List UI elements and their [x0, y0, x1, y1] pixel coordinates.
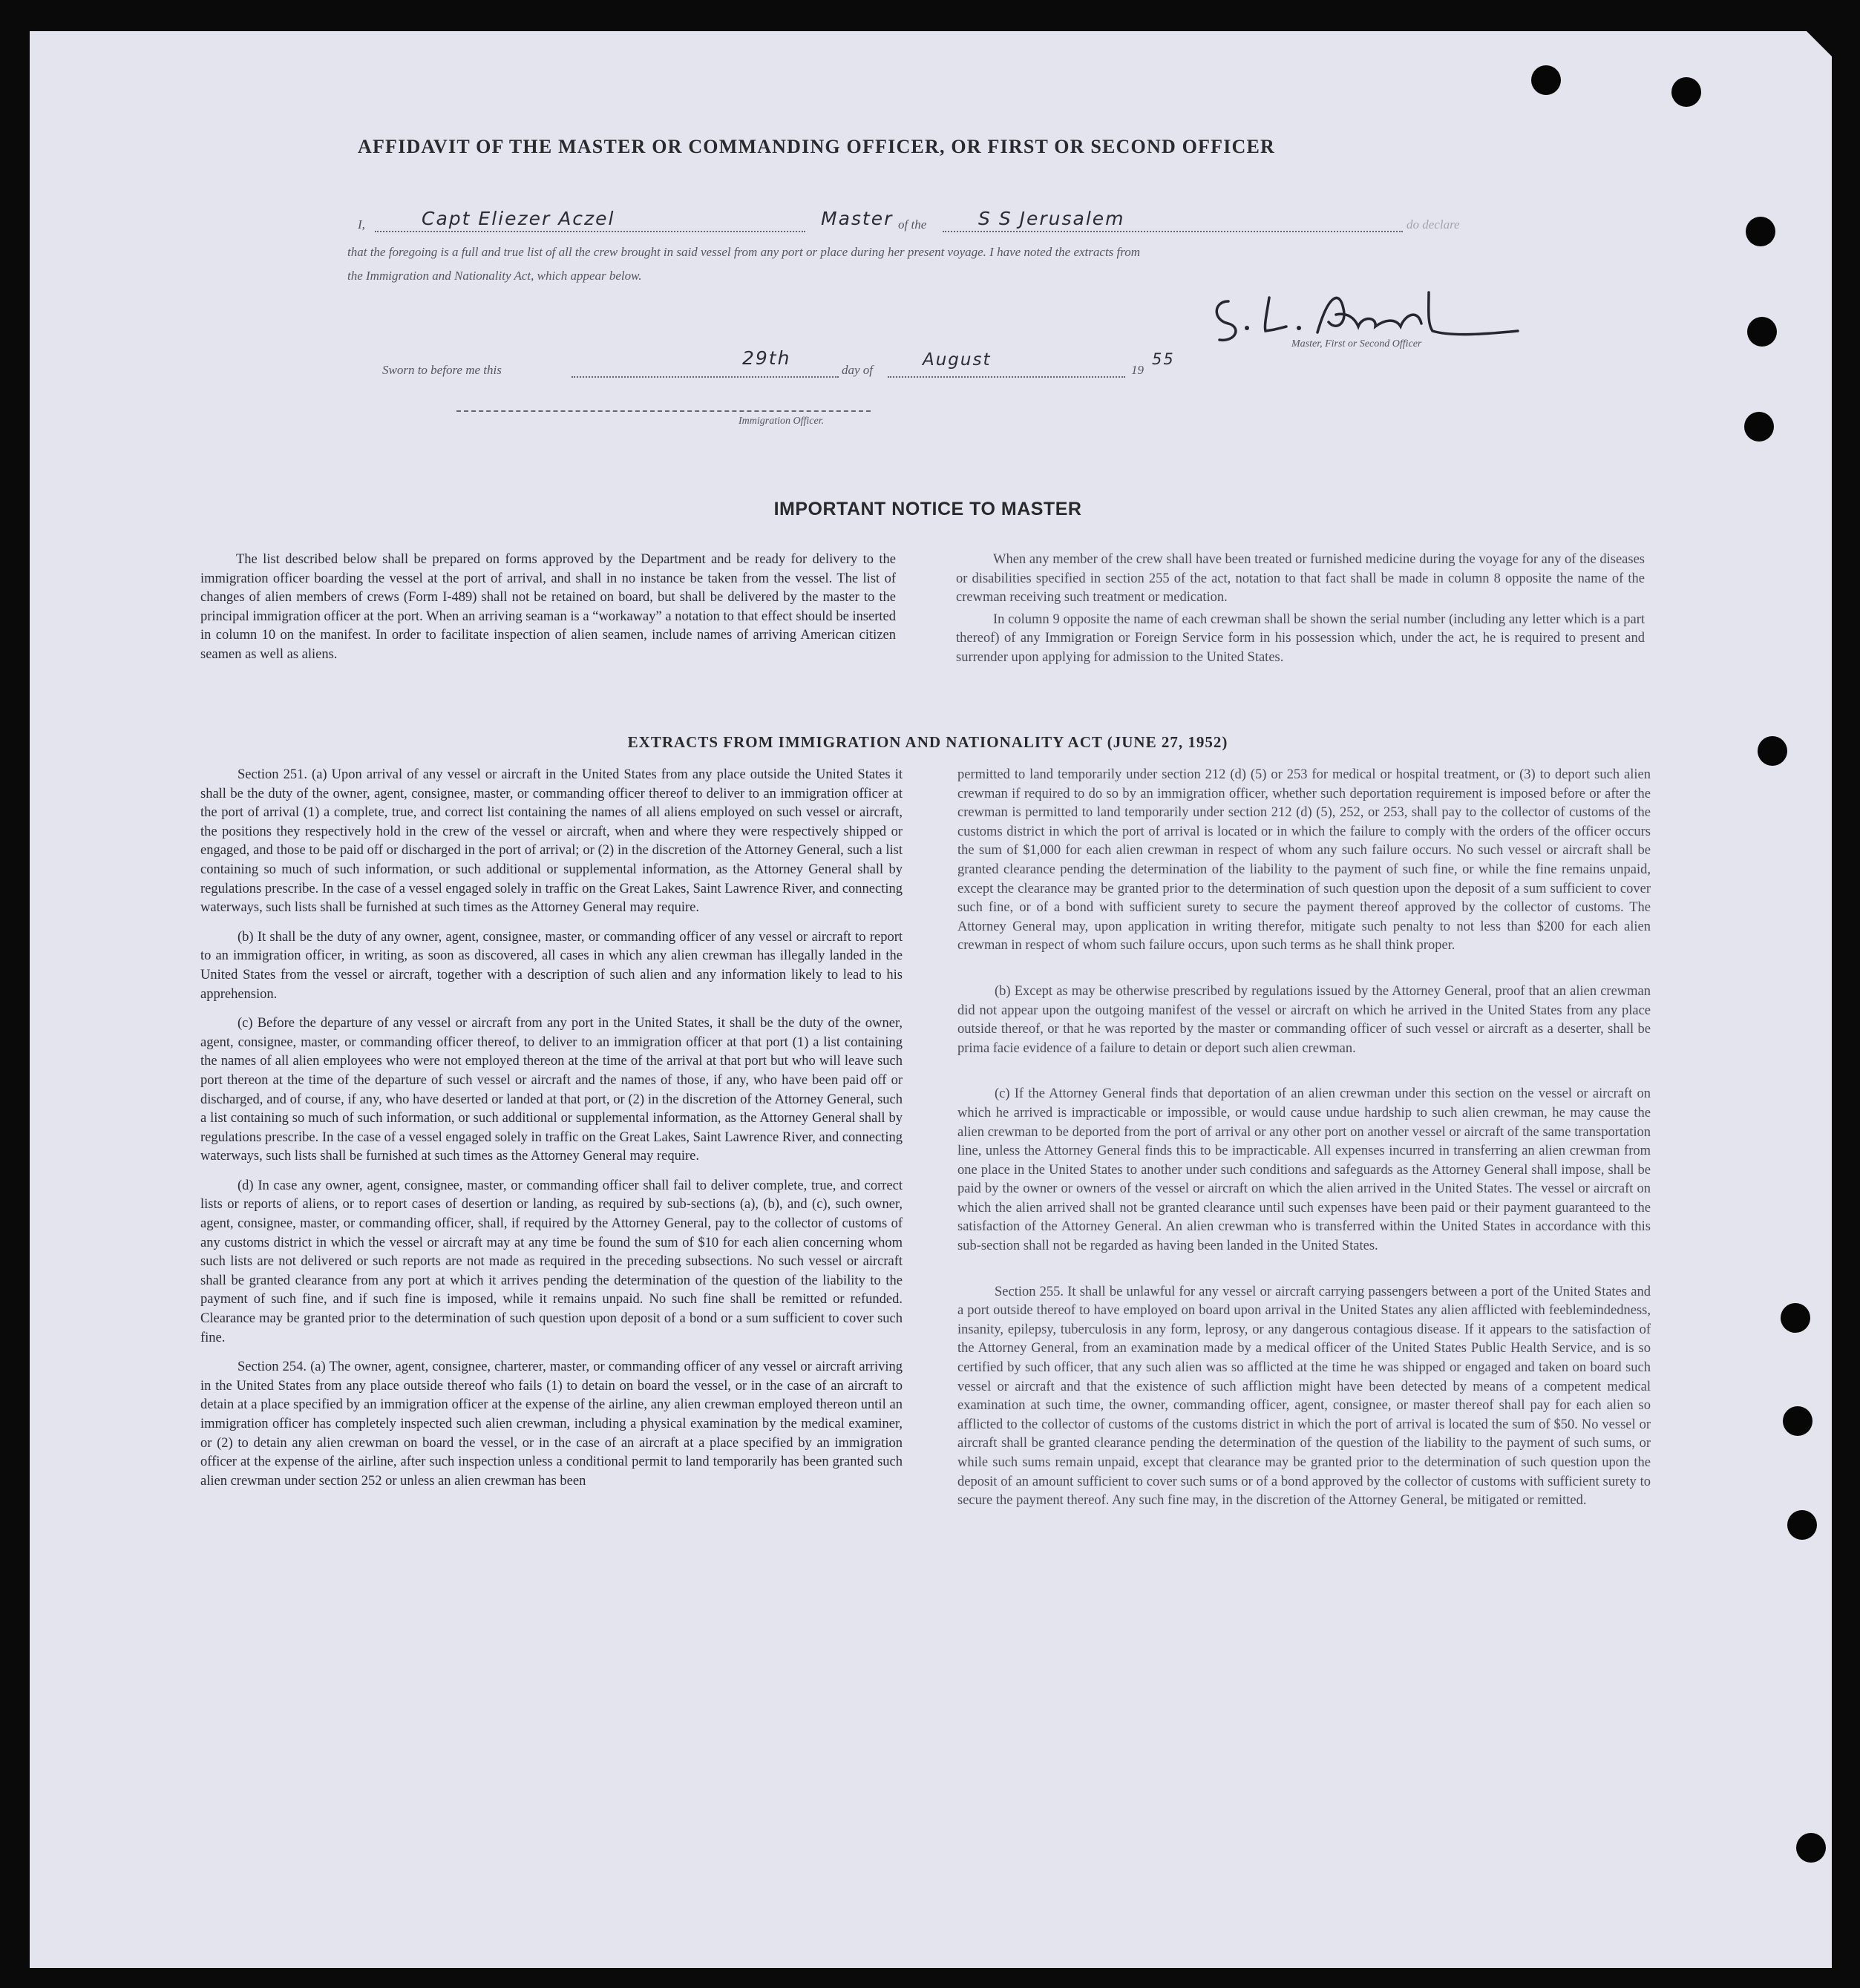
- name-field-line: [375, 231, 805, 232]
- section-251-b: (b) It shall be the duty of any owner, agent, consignee, master, or commanding officer of any vessel or aircraft to report to an immigration officer, in writing, as soon as discovered, all cases in which any alien crewman has illegally landed in the United States from the vessel or aircraft, together with a description of such alien and any information likely to lead to his apprehension.: [200, 929, 903, 1002]
- punch-hole: [1781, 1303, 1810, 1333]
- page-corner-fold: [1807, 31, 1832, 56]
- punch-hole: [1796, 1833, 1826, 1863]
- punch-hole: [1531, 65, 1561, 95]
- sworn-prefix: Sworn to before me this: [382, 363, 502, 377]
- sworn-day-handwritten: 29th: [742, 347, 791, 369]
- immigration-officer-line: [456, 410, 871, 412]
- notice-left-paragraph: The list described below shall be prepared on forms approved by the Department and be ready for delivery to the immigration officer boarding the vessel at the port of arrival, and shall in no instance be taken from the vessel. The list of changes of alien members of crews (Form I-489) shall not be retained on board, but shall be delivered by the master to the principal immigration officer at the port. When an arriving seaman is a “workaway” a notation to that effect should be inserted in column 10 on the manifest. In order to facilitate inspection of alien seamen, include names of arriving American citizen seamen as well as aliens.: [200, 552, 896, 662]
- punch-hole: [1744, 412, 1774, 442]
- punch-hole: [1747, 317, 1777, 347]
- punch-hole: [1787, 1510, 1817, 1540]
- sworn-day-line: [572, 376, 839, 378]
- important-notice-title: IMPORTANT NOTICE TO MASTER: [773, 499, 1082, 519]
- declaration-line-3: the Immigration and Nationality Act, which appear below.: [347, 269, 642, 283]
- vessel-field-line: [943, 231, 1403, 232]
- declaration-line-2: that the foregoing is a full and true list of all the crew brought in said vessel from any port or place during her present voyage. I have noted the extracts from: [347, 245, 1141, 259]
- extracts-right-column: [957, 766, 1651, 1521]
- section-254-b: (b) Except as may be otherwise prescribed by regulations issued by the Attorney General, proof that an alien crewman did not appear upon the outgoing manifest of the vessel or aircraft on which he arrived in the United States from any place outside thereof, or that he was reported by the master or commanding officer of such vessel or aircraft as a deserter, shall be prima facie evidence of a failure to detain or deport such alien crewman.: [957, 983, 1651, 1056]
- signature-label: Master, First or Second Officer: [1291, 338, 1422, 350]
- notice-right-column: [956, 551, 1645, 671]
- declaration-prefix: I,: [358, 217, 365, 232]
- year-prefix: 19: [1131, 363, 1144, 377]
- notice-right-paragraph-1: When any member of the crew shall have been treated or furnished medicine during the voyage for any of the diseases or disabilities specified in section 255 of the act, notation to that fact shall be made in column 8 opposite the name of the crewman receiving such treatment or medication.: [956, 552, 1645, 606]
- vessel-name-handwritten: S S Jerusalem: [978, 208, 1125, 229]
- officer-name-handwritten: Capt Eliezer Aczel: [422, 208, 615, 229]
- immigration-officer-label: Immigration Officer.: [739, 416, 825, 427]
- sworn-month-handwritten: August: [923, 350, 992, 370]
- extracts-title: EXTRACTS FROM IMMIGRATION AND NATIONALITY ACT (JUNE 27, 1952): [627, 733, 1228, 751]
- section-251-a: Section 251. (a) Upon arrival of any vessel or aircraft in the United States from any place outside the United States it shall be the duty of the owner, agent, consignee, master, or commanding officer thereof to deliver to an immigration officer at the port of arrival (1) a complete, true, and correct list containing the names of all aliens employed on such vessel or aircraft, the positions they respectively hold in the crew of the vessel or aircraft, when and where they were respectively shipped or engaged, and those to be paid off or discharged in the port of arrival; or (2) in the discretion of the Attorney General, such a list containing so much of such information, or such additional or supplemental information, as the Attorney General shall by regulations prescribe. In the case of a vessel engaged solely in traffic on the Great Lakes, Saint Lawrence River, and connecting waterways, such lists shall be furnished at such times as the Attorney General may require.: [200, 767, 903, 916]
- section-255: Section 255. It shall be unlawful for any vessel or aircraft carrying passengers between a port of the United States and a port outside thereof to have employed on board upon arrival in the United States any alien afflicted with feeblemindedness, insanity, epilepsy, tuberculosis in any form, leprosy, or any dangerous contagious disease. If it appears to the satisfaction of the Attorney General, from an examination made by a medical officer of the United States Public Health Service, and is so certified by such officer, that any such alien was so afflicted at the time he was shipped or engaged and taken on board such vessel or aircraft and that the existence of such affliction might have been detected by means of a competent medical examination at such time, the owner, commanding officer, agent, consignee, or master thereof shall pay for each alien so afflicted to the collector of customs of the customs district in which the port of arrival is located the sum of $50. No vessel or aircraft shall be granted clearance pending the determination of the question of the liability to the payment of such sums, or while such sums remain unpaid, except that clearance may be granted prior to the determination of such question upon the deposit of an amount sufficient to cover such sums or of a bond approved by the collector of customs with sufficient surety to secure the payment thereof. Any such fine may, in the discretion of the Attorney General, be mitigated or remitted.: [957, 1284, 1651, 1509]
- sworn-year-handwritten: 55: [1152, 350, 1175, 368]
- extracts-left-column: [200, 766, 903, 1501]
- section-251-d: (d) In case any owner, agent, consignee, master, or commanding officer shall fail to deliver complete, true, and correct lists or reports of aliens, or to report cases of desertion or landing, as required by sub-sections (a), (b), and (c), such owner, agent, consignee, master, or commanding officer, shall, if required by the Attorney General, pay to the collector of customs of any customs district in which the vessel or aircraft may at any time be found the sum of $10 for each alien concerning whom such lists are not delivered or such reports are not made as required in the preceding subsections. No such vessel or aircraft shall be granted clearance from any port at which it arrives pending the determination of the question of the liability to the payment of such fine, and if such fine is imposed, while it remains unpaid. No such fine shall be remitted or refunded. Clearance may be granted prior to the determination of such question upon deposit of a bond or a sum sufficient to cover such fine.: [200, 1178, 903, 1345]
- officer-title-handwritten: Master: [821, 208, 894, 229]
- of-the-label: of the: [898, 217, 927, 232]
- section-251-c: (c) Before the departure of any vessel or aircraft from any port in the United States, it shall be the duty of the owner, agent, consignee, master, or commanding officer thereof, to deliver to an immigration officer at that port (1) a list containing the names of all alien employees who were not employed thereon at the time of the arrival at that port but who will leave such port thereon at the time of the departure of such vessel or aircraft and the names of those, if any, who have been paid off or discharged, and of course, if any, who have deserted or landed at that port, or (2) in the discretion of the Attorney General, such a list containing so much of such information, or such additional or supplemental information, as the Attorney General shall by regulations prescribe. In the case of a vessel engaged solely in traffic on the Great Lakes, Saint Lawrence River, and connecting waterways, such lists shall be furnished at such times as the Attorney General may require.: [200, 1016, 903, 1164]
- notice-right-paragraph-2: In column 9 opposite the name of each crewman shall be shown the serial number (including any letter which is a part thereof) of any Immigration or Foreign Service form in his possession which, under the act, he is required to present and surrender upon applying for admission to the United States.: [956, 611, 1645, 665]
- punch-hole: [1783, 1406, 1812, 1436]
- affidavit-title: AFFIDAVIT OF THE MASTER OR COMMANDING OFFICER, OR FIRST OR SECOND OFFICER: [357, 136, 1276, 157]
- section-254-a: Section 254. (a) The owner, agent, consignee, charterer, master, or commanding officer of any vessel or aircraft arriving in the United States from any place outside thereof who fails (1) to detain on board the vessel, or in the case of an aircraft to detain at a place specified by an immigration officer at the expense of the airline, any alien crewman employed thereon until an immigration officer has completely inspected such alien crewman, including a physical examination by the medical examiner, or (2) to detain any alien crewman on board the vessel, or in the case of an aircraft at a place specified by an immigration officer at the expense of the airline, after such inspection unless a conditional permit to land temporarily has been granted such alien crewman under section 252 or unless an alien crewman has been: [200, 1359, 903, 1489]
- section-254-a-continued: permitted to land temporarily under section 212 (d) (5) or 253 for medical or hospital treatment, or (3) to deport such alien crewman if required to do so by an immigration officer, whether such deportation requirement is imposed before or after the crewman is permitted to land temporarily under section 212 (d) (5), 252, or 253, shall pay to the collector of customs of the customs district in which the port of arrival is located or in which the failure to comply with the orders of the officer occurs the sum of $1,000 for each alien crewman in respect of whom any such failure occurs. No such vessel or aircraft shall be granted clearance pending the determination of the liability to the payment of such fine, or while the fine remains unpaid, except the clearance may be granted prior to the determination of such question upon the deposit of a sum sufficient to cover such fine, or of a bond with sufficient surety to secure the payment thereof approved by the collector of customs. The Attorney General may, upon application in writing therefor, mitigate such penalty to not less than $200 for each alien crewman in respect of whom such failure occurs, upon such terms as he shall think proper.: [957, 767, 1651, 954]
- punch-hole: [1746, 217, 1775, 246]
- punch-hole: [1758, 736, 1787, 766]
- day-of-label: day of: [842, 363, 874, 377]
- declaration-suffix: do declare: [1407, 217, 1460, 232]
- sworn-month-line: [888, 376, 1125, 378]
- punch-hole: [1671, 77, 1701, 107]
- section-254-c: (c) If the Attorney General finds that deportation of an alien crewman under this section on the vessel or aircraft on which he arrived is impracticable or impossible, or would cause undue hardship to such alien crewman, he may cause the alien crewman to be deported from the port of arrival or any other port on another vessel or aircraft of the same transportation line, unless the Attorney General finds this to be impracticable. All expenses incurred in transferring an alien crewman from one place in the United States to another under such conditions and safeguards as the Attorney General shall impose, shall be paid by the owner or owners of the vessel or aircraft on which the alien arrived in the United States. The vessel or aircraft on which the alien arrived shall not be granted clearance until such expenses have been paid or their payment guaranteed to the satisfaction of the Attorney General. An alien crewman who is transferred within the United States in accordance with this sub-section shall not be regarded as having been landed in the United States.: [957, 1086, 1651, 1254]
